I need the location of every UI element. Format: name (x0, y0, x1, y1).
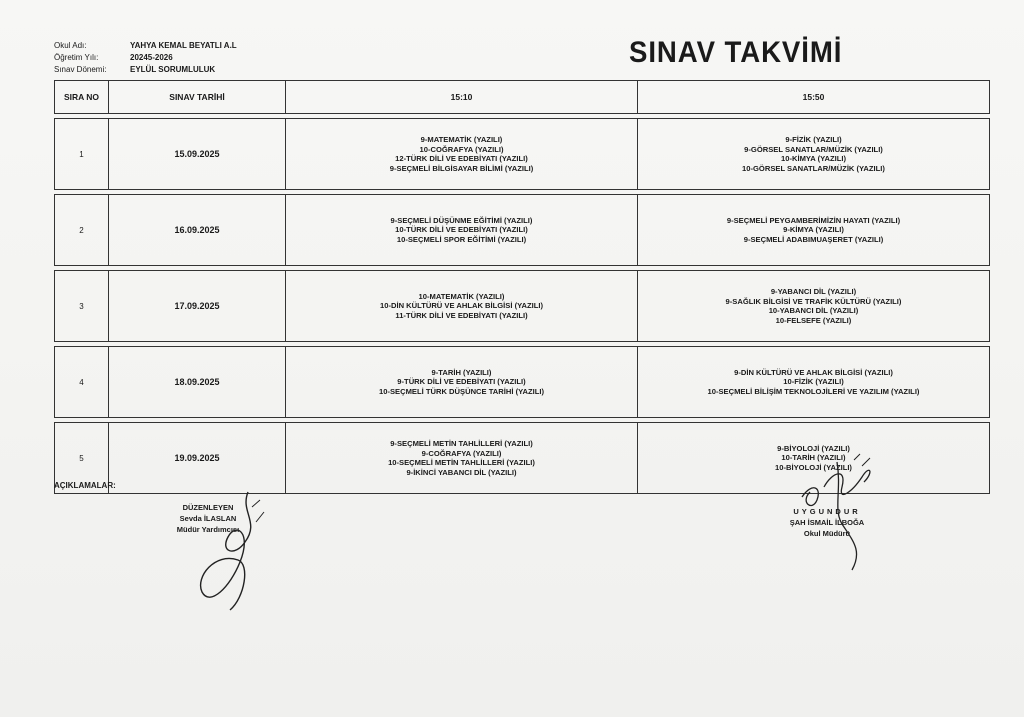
table-row (55, 195, 990, 266)
exam-entry: 10-DİN KÜLTÜRÜ VE AHLAK BİLGİSİ (YAZILI) (380, 301, 543, 311)
column-header-time-b: 15:50 (638, 81, 990, 114)
page-title: SINAV TAKVİMİ (629, 36, 843, 69)
exams-time-a (286, 347, 638, 418)
row-number: 4 (55, 347, 109, 418)
table-row (55, 271, 990, 342)
exam-entry: 9-SAĞLIK BİLGİSİ VE TRAFİK KÜLTÜRÜ (YAZILI) (725, 296, 902, 306)
table-row (55, 119, 990, 190)
year-label: Öğretim Yılı: (54, 53, 99, 62)
school-label: Okul Adı: (54, 41, 87, 50)
table-header-row (55, 81, 990, 114)
exam-entry: 9-SEÇMELİ ADABIMUAŞERET (YAZILI) (743, 234, 884, 244)
exam-entry: 10-BİYOLOJİ (YAZILI) (775, 462, 852, 472)
exam-entry: 10-TÜRK DİLİ VE EDEBİYATI (YAZILI) (395, 225, 528, 235)
preparer-signature-block (168, 502, 248, 535)
school-value: YAHYA KEMAL BEYATLI A.L (130, 41, 237, 50)
exams-time-b (638, 271, 990, 342)
exam-date: 17.09.2025 (109, 271, 286, 342)
exam-entry: 10-COĞRAFYA (YAZILI) (419, 144, 504, 154)
exam-entry: 10-FELSEFE (YAZILI) (775, 315, 852, 325)
exam-entry: 9-MATEMATİK (YAZILI) (420, 135, 503, 144)
period-value: EYLÜL SORUMLULUK (130, 65, 216, 74)
table-body (55, 114, 990, 494)
column-header-time-a: 15:10 (286, 81, 638, 114)
period-row (54, 64, 237, 76)
exam-entry: 9-YABANCI DİL (YAZILI) (770, 287, 857, 296)
exam-date: 19.09.2025 (109, 423, 286, 494)
column-header-no: SIRA NO (55, 81, 109, 114)
exam-entry: 9-BİYOLOJİ (YAZILI) (777, 443, 850, 453)
row-number: 1 (55, 119, 109, 190)
exams-time-a (286, 271, 638, 342)
exams-time-b (638, 423, 990, 494)
exam-entry: 9-GÖRSEL SANATLAR/MÜZİK (YAZILI) (744, 144, 883, 154)
exams-time-a (286, 195, 638, 266)
preparer-name: Sevda İLASLAN (179, 514, 237, 523)
exam-entry: 9-FİZİK (YAZILI) (785, 135, 842, 144)
principal-name: ŞAH İSMAİL İLBOĞA (789, 518, 865, 527)
period-label: Sınav Dönemi: (54, 65, 107, 74)
table-row (55, 347, 990, 418)
principal-title: Okul Müdürü (803, 529, 851, 538)
explanations-label: AÇIKLAMALAR: (54, 481, 116, 490)
exam-entry: 9-TÜRK DİLİ VE EDEBİYATI (YAZILI) (397, 377, 526, 387)
exam-entry: 10-TARİH (YAZILI) (781, 453, 846, 463)
header-meta (54, 40, 237, 76)
exam-entry: 10-KİMYA (YAZILI) (781, 154, 846, 163)
year-row (54, 52, 237, 64)
exam-entry: 10-FİZİK (YAZILI) (783, 377, 844, 387)
exam-entry: 11-TÜRK DİLİ VE EDEBİYATI (YAZILI) (395, 310, 528, 320)
exam-entry: 9-COĞRAFYA (YAZILI) (421, 448, 502, 458)
column-header-date: SINAV TARİHİ (109, 81, 286, 114)
exam-entry: 12-TÜRK DİLİ VE EDEBİYATI (YAZILI) (395, 154, 528, 163)
preparer-role: DÜZENLEYEN (182, 503, 234, 512)
exams-time-a (286, 423, 638, 494)
exam-entry: 10-MATEMATİK (YAZILI) (418, 291, 505, 301)
approval-stamp: UYGUNDUR (793, 507, 861, 516)
exams-time-b (638, 347, 990, 418)
exam-entry: 9-SEÇMELİ DÜŞÜNME EĞİTİMİ (YAZILI) (390, 215, 533, 225)
exam-entry: 10-GÖRSEL SANATLAR/MÜZİK (YAZILI) (742, 163, 885, 173)
exam-entry: 9-KİMYA (YAZILI) (783, 225, 844, 235)
row-number: 3 (55, 271, 109, 342)
preparer-title: Müdür Yardımcısı (176, 525, 240, 534)
exam-entry: 10-SEÇMELİ BİLİŞİM TEKNOLOJİLERİ VE YAZILIM (YAZILI) (707, 386, 920, 396)
year-value: 20245-2026 (130, 53, 173, 62)
exam-entry: 9-İKİNCİ YABANCI DİL (YAZILI) (406, 467, 517, 477)
exams-time-a (286, 119, 638, 190)
exams-time-b (638, 119, 990, 190)
row-number: 5 (55, 423, 109, 494)
exam-entry: 9-SEÇMELİ METİN TAHLİLLERİ (YAZILI) (390, 439, 533, 448)
exam-entry: 10-YABANCI DİL (YAZILI) (768, 306, 859, 315)
exam-entry: 9-SEÇMELİ BİLGİSAYAR BİLİMİ (YAZILI) (389, 163, 534, 173)
exam-date: 18.09.2025 (109, 347, 286, 418)
exam-entry: 9-TARİH (YAZILI) (431, 367, 492, 377)
school-row (54, 40, 237, 52)
exam-entry: 10-SEÇMELİ METİN TAHLİLLERİ (YAZILI) (388, 458, 535, 467)
exam-entry: 9-SEÇMELİ PEYGAMBERİMİZİN HAYATI (YAZILI) (726, 215, 901, 225)
exam-entry: 10-SEÇMELİ TÜRK DÜŞÜNCE TARİHİ (YAZILI) (379, 386, 544, 396)
exam-entry: 9-DİN KÜLTÜRÜ VE AHLAK BİLGİSİ (YAZILI) (734, 367, 893, 377)
exam-entry: 10-SEÇMELİ SPOR EĞİTİMİ (YAZILI) (396, 234, 527, 244)
exams-time-b (638, 195, 990, 266)
table-row (55, 423, 990, 494)
exam-date: 16.09.2025 (109, 195, 286, 266)
principal-signature-block (772, 506, 882, 539)
row-number: 2 (55, 195, 109, 266)
exam-schedule-table (54, 80, 990, 494)
exam-date: 15.09.2025 (109, 119, 286, 190)
